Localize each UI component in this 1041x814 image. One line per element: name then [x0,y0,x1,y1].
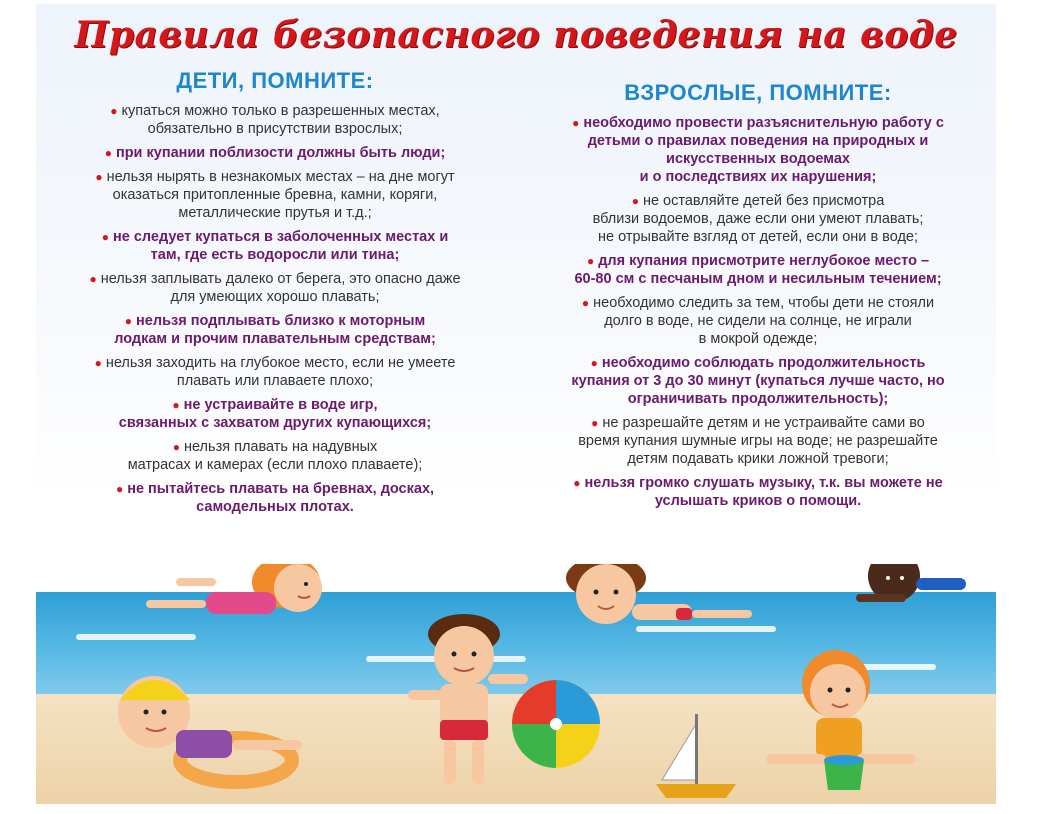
standing-boy [408,614,528,784]
adults-rules-list [524,114,992,510]
bullet-icon: ● [124,314,133,328]
children-rule-text: не пытайтесь плавать на бревнах, досках, самодельных плотах. [127,481,435,515]
children-rule [40,480,510,516]
children-rule [40,312,510,348]
children-rule-text: нельзя нырять в незнакомых местах – на дне могут оказаться притопленные бревна, камни, коряги, металлические прутья и т.д.; [106,169,455,221]
swimming-girl [146,564,322,614]
children-rule [40,144,510,162]
bullet-icon: ● [94,356,102,370]
bullet-icon: ● [89,272,97,286]
bullet-icon: ● [631,194,639,208]
bullet-icon: ● [115,482,124,496]
sailboat-toy [656,714,736,798]
beach-illustration [36,564,996,804]
children-rule [40,438,510,474]
children-rule-text: нельзя подплывать близко к моторным лодкам и прочим плавательным средствам; [114,313,436,347]
bullet-icon: ● [572,116,580,130]
adults-rule-text: не разрешайте детям и не устраивайте сами во время купания шумные игры на воде; не разрешайте детям подавать крики ложной тревоги; [578,415,938,467]
swimming-boy-dark [856,564,966,602]
boy-with-ring [118,676,302,782]
beach-ball [512,680,600,768]
children-rule-text: нельзя плавать на надувных матрасах и камерах (если плохо плаваете); [127,439,423,473]
bullet-icon: ● [104,146,112,160]
adults-column [524,80,992,516]
adults-heading: ВЗРОСЛЫЕ, ПОМНИТЕ: [624,80,892,105]
adults-rule [524,192,992,246]
bullet-icon: ● [573,476,581,490]
adults-rule-text: не оставляйте детей без присмотра вблизи водоемов, даже если они умеют плавать; не отрывайте взгляд от детей, если они в воде; [592,193,924,245]
poster-title: Правила безопасного поведения на воде [74,14,958,56]
bullet-icon: ● [581,296,590,310]
bullet-icon: ● [590,356,598,370]
children-rule-text: не устраивайте в воде игр, связанных с захватом других купающихся; [118,397,432,431]
adults-rule [524,252,992,288]
children-rule-text: нельзя заходить на глубокое место, если не умеете плавать или плаваете плохо; [105,355,456,389]
bullet-icon: ● [172,398,180,412]
adults-rule [524,414,992,468]
bullet-icon: ● [95,170,103,184]
bullet-icon: ● [110,104,118,118]
adults-rule-text: необходимо следить за тем, чтобы дети не стояли долго в воде, не сидели на солнце, не играли в мокрой одежде; [593,295,935,347]
adults-rule-text: необходимо соблюдать продолжительность купания от 3 до 30 минут (купаться лучше часто, но ограничивать продолжительность); [571,355,945,407]
children-rule [40,228,510,264]
children-column [40,68,510,522]
bullet-icon: ● [101,230,109,244]
bullet-icon: ● [586,254,595,268]
adults-rule [524,294,992,348]
adults-rule [524,354,992,408]
children-rule [40,354,510,390]
children-rule-text: купаться можно только в разрешенных местах, обязательно в присутствии взрослых; [121,103,440,137]
children-rule [40,270,510,306]
kids-illustration [36,564,996,804]
children-rule [40,102,510,138]
children-rules-list [40,102,510,516]
children-rule [40,396,510,432]
children-heading: ДЕТИ, ПОМНИТЕ: [176,68,374,93]
bullet-icon: ● [591,416,599,430]
adults-rule-text: для купания присмотрите неглубокое место – 60-80 см с песчаным дном и несильным течением; [574,253,942,287]
swimming-boy [566,564,752,624]
adults-rule-text: нельзя громко слушать музыку, т.к. вы можете не услышать криков о помощи. [584,475,943,509]
adults-rule [524,114,992,186]
adults-rule-text: необходимо провести разъяснительную работу с детьми о правилах поведения на природных и искусственных водоемах и о последствиях их нарушения; [583,115,944,185]
bullet-icon: ● [172,440,180,454]
children-rule-text: при купании поблизости должны быть люди; [115,145,446,161]
safety-poster [36,4,996,804]
children-rule-text: нельзя заплывать далеко от берега, это опасно даже для умеющих хорошо плавать; [100,271,461,305]
children-rule [40,168,510,222]
children-rule-text: не следует купаться в заболоченных местах и там, где есть водоросли или тина; [112,229,449,263]
adults-rule [524,474,992,510]
girl-with-bucket [766,650,916,790]
